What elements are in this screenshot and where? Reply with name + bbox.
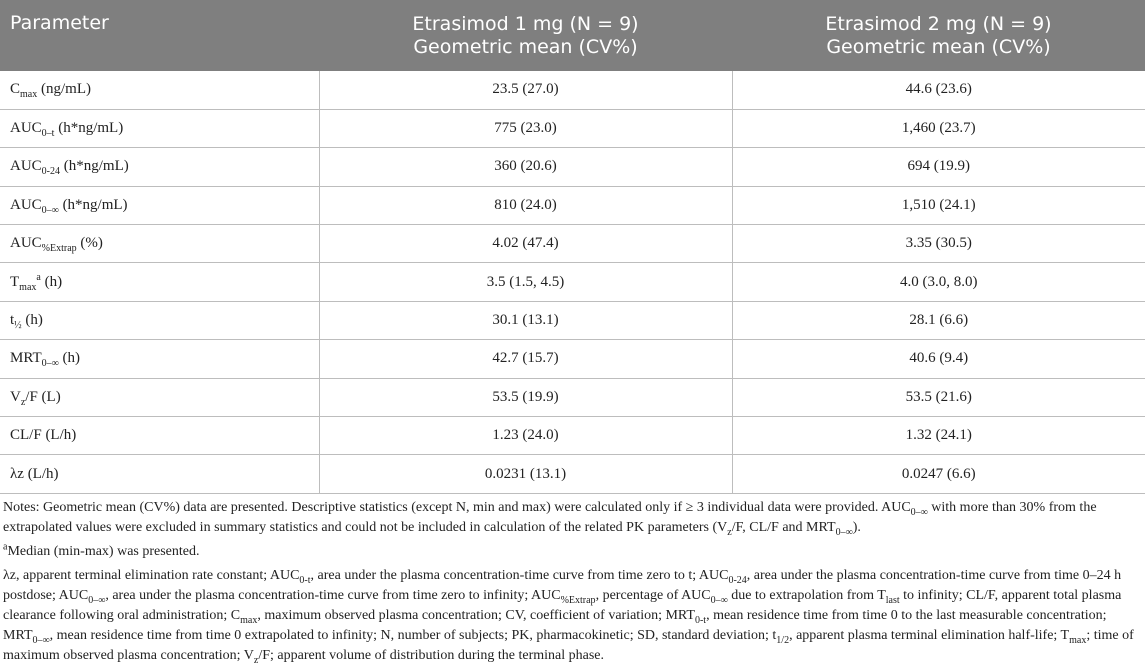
header-parameter — [0, 0, 319, 71]
value-cell-1mg: 810 (24.0) — [319, 186, 732, 224]
parameter-cell — [0, 301, 319, 339]
parameter-cell — [0, 378, 319, 416]
table-row — [0, 301, 1145, 339]
table-row — [0, 71, 1145, 109]
parameter-subscript: max — [20, 89, 38, 101]
footnote-paragraph — [3, 498, 1142, 538]
parameter-symbol: C — [10, 81, 21, 98]
parameter-cell — [0, 148, 319, 186]
footnote-text: Median (min-max) was presented. — [7, 543, 200, 559]
parameter-subscript: 0–t — [41, 128, 55, 140]
parameter-cell — [0, 225, 319, 263]
value-cell-1mg: 775 (23.0) — [319, 109, 732, 147]
parameter-cell — [0, 455, 319, 493]
value-cell-1mg: 1.23 (24.0) — [319, 417, 732, 455]
footnote-text: λz, apparent terminal elimination rate constant; AUC — [3, 567, 300, 583]
parameter-cell — [0, 71, 319, 109]
parameter-symbol: V — [10, 388, 21, 405]
parameter-symbol: CL/F — [10, 427, 42, 444]
value-cell-2mg: 40.6 (9.4) — [732, 340, 1145, 378]
value-cell-1mg: 4.02 (47.4) — [319, 225, 732, 263]
footnote-text: 0-24 — [728, 574, 747, 586]
value-cell-2mg: 4.0 (3.0, 8.0) — [732, 263, 1145, 301]
footnote-text: , area under the plasma concentration-time curve from time zero to t; AUC — [310, 567, 729, 583]
header-2mg-line1: Etrasimod 2 mg (N = 9) — [825, 12, 1052, 35]
footnote-text: , area under the plasma concentration-time curve from time zero to infinity; AUC — [105, 587, 561, 603]
value-cell-2mg: 44.6 (23.6) — [732, 71, 1145, 109]
value-cell-1mg: 0.0231 (13.1) — [319, 455, 732, 493]
table-row — [0, 225, 1145, 263]
value-cell-2mg: 53.5 (21.6) — [732, 378, 1145, 416]
value-cell-1mg: 42.7 (15.7) — [319, 340, 732, 378]
parameter-subscript: %Extrap — [41, 243, 77, 255]
footnote-text: max — [240, 614, 258, 626]
table-row — [0, 109, 1145, 147]
footnote-paragraph — [3, 542, 1142, 562]
footnote-text: , area under the plasma concentration-time curve from time 0–24 h postdose; AUC — [3, 567, 1122, 603]
parameter-symbol: AUC — [10, 158, 42, 175]
footnote-text: z — [253, 654, 259, 666]
parameter-symbol: AUC — [10, 120, 42, 137]
parameter-unit: (L/h) — [23, 465, 59, 482]
footnote-text: due to extrapolation from T — [727, 587, 886, 603]
table-footnotes — [0, 494, 1145, 666]
footnote-text: with more than 30% from the extrapolated values were excluded in summary statistics and could not be included in calculation of the related PK parameters (V — [3, 499, 1097, 535]
footnote-text: %Extrap — [560, 594, 596, 606]
parameter-subscript: 0-24 — [41, 166, 61, 178]
table-row — [0, 186, 1145, 224]
footnote-text: 0-t — [299, 574, 311, 586]
header-etrasimod-1mg — [319, 0, 732, 71]
value-cell-1mg: 23.5 (27.0) — [319, 71, 732, 109]
footnote-text: Notes: Geometric mean (CV%) data are presented. Descriptive statistics (except N, min and max) were calculated only if ≥ 3 individual data were provided. AUC — [3, 499, 911, 515]
parameter-unit: (h*ng/mL) — [54, 120, 124, 137]
table-row — [0, 417, 1145, 455]
value-cell-2mg: 0.0247 (6.6) — [732, 455, 1145, 493]
parameter-cell — [0, 186, 319, 224]
footnote-text: 0–∞ — [88, 594, 106, 606]
table-row — [0, 340, 1145, 378]
header-1mg-line2: Geometric mean (CV%) — [413, 35, 638, 58]
value-cell-2mg: 1.32 (24.1) — [732, 417, 1145, 455]
table-body — [0, 71, 1145, 493]
parameter-subscript: 0–∞ — [41, 358, 59, 370]
footnote-text: z — [727, 526, 732, 538]
parameter-cell — [0, 417, 319, 455]
parameter-subscript: ½ — [14, 320, 22, 332]
parameter-unit: /F (L) — [25, 388, 61, 405]
table-row — [0, 378, 1145, 416]
header-1mg-line1: Etrasimod 1 mg (N = 9) — [412, 12, 639, 35]
parameter-cell — [0, 109, 319, 147]
footnote-text: max — [1069, 634, 1087, 646]
footnote-text: a — [3, 541, 8, 553]
value-cell-1mg: 3.5 (1.5, 4.5) — [319, 263, 732, 301]
value-cell-1mg: 30.1 (13.1) — [319, 301, 732, 339]
footnote-text: , mean residence time from time 0 to the last measurable concentration; MRT — [3, 607, 1107, 643]
parameter-symbol: AUC — [10, 235, 42, 252]
footnote-text: to infinity; CL/F, apparent total plasma clearance following oral administration; C — [3, 587, 1122, 623]
parameter-unit: (%) — [76, 235, 103, 252]
footnote-text: , mean residence time from time 0 extrapolated to infinity; N, number of subjects; PK, pharmacokinetic; SD, standard deviation; t — [49, 627, 777, 643]
table-row — [0, 455, 1145, 493]
parameter-symbol: λz — [10, 465, 24, 482]
footnote-text: /F; apparent volume of distribution during the terminal phase. — [258, 647, 605, 663]
footnote-text: ; time of maximum observed plasma concentration; V — [3, 627, 1134, 663]
value-cell-2mg: 3.35 (30.5) — [732, 225, 1145, 263]
footnote-text: last — [885, 594, 900, 606]
value-cell-1mg: 360 (20.6) — [319, 148, 732, 186]
value-cell-1mg: 53.5 (19.9) — [319, 378, 732, 416]
footnote-text: 0-t — [694, 614, 707, 626]
parameter-cell — [0, 263, 319, 301]
parameter-subscript: 0–∞ — [41, 204, 59, 216]
parameter-unit: (L/h) — [41, 427, 77, 444]
parameter-unit: (h) — [58, 350, 80, 367]
parameter-unit: (h) — [40, 273, 63, 290]
footnote-text: 0–∞ — [835, 526, 853, 538]
parameter-superscript: a — [36, 271, 41, 283]
value-cell-2mg: 694 (19.9) — [732, 148, 1145, 186]
footnote-text: 0–∞ — [32, 634, 50, 646]
parameter-symbol: AUC — [10, 196, 42, 213]
parameter-subscript: max — [19, 281, 37, 293]
footnote-text: , percentage of AUC — [595, 587, 711, 603]
parameter-symbol: t — [10, 312, 15, 329]
parameter-unit: (h) — [21, 312, 43, 329]
parameter-subscript: z — [20, 396, 26, 408]
footnote-text: 0–∞ — [910, 506, 928, 518]
footnote-text: 1/2 — [776, 634, 790, 646]
footnote-text: , maximum observed plasma concentration; CV, coefficient of variation; MRT — [257, 607, 695, 623]
value-cell-2mg: 1,510 (24.1) — [732, 186, 1145, 224]
header-etrasimod-2mg — [732, 0, 1145, 71]
header-2mg-line2: Geometric mean (CV%) — [826, 35, 1051, 58]
header-parameter-label: Parameter — [10, 12, 109, 34]
footnote-text: /F, CL/F and MRT — [731, 519, 836, 535]
table-row — [0, 263, 1145, 301]
table-header-row — [0, 0, 1145, 71]
parameter-unit: (h*ng/mL) — [58, 196, 128, 213]
footnote-text: ). — [852, 519, 861, 535]
parameter-unit: (ng/mL) — [37, 81, 91, 98]
parameter-cell — [0, 340, 319, 378]
value-cell-2mg: 28.1 (6.6) — [732, 301, 1145, 339]
parameter-symbol: MRT — [10, 350, 42, 367]
footnote-text: 0–∞ — [710, 594, 728, 606]
footnote-paragraph — [3, 566, 1142, 666]
parameter-symbol: T — [10, 273, 20, 290]
value-cell-2mg: 1,460 (23.7) — [732, 109, 1145, 147]
table-row — [0, 148, 1145, 186]
footnote-text: , apparent plasma terminal elimination half-life; T — [789, 627, 1070, 643]
parameter-unit: (h*ng/mL) — [60, 158, 129, 175]
